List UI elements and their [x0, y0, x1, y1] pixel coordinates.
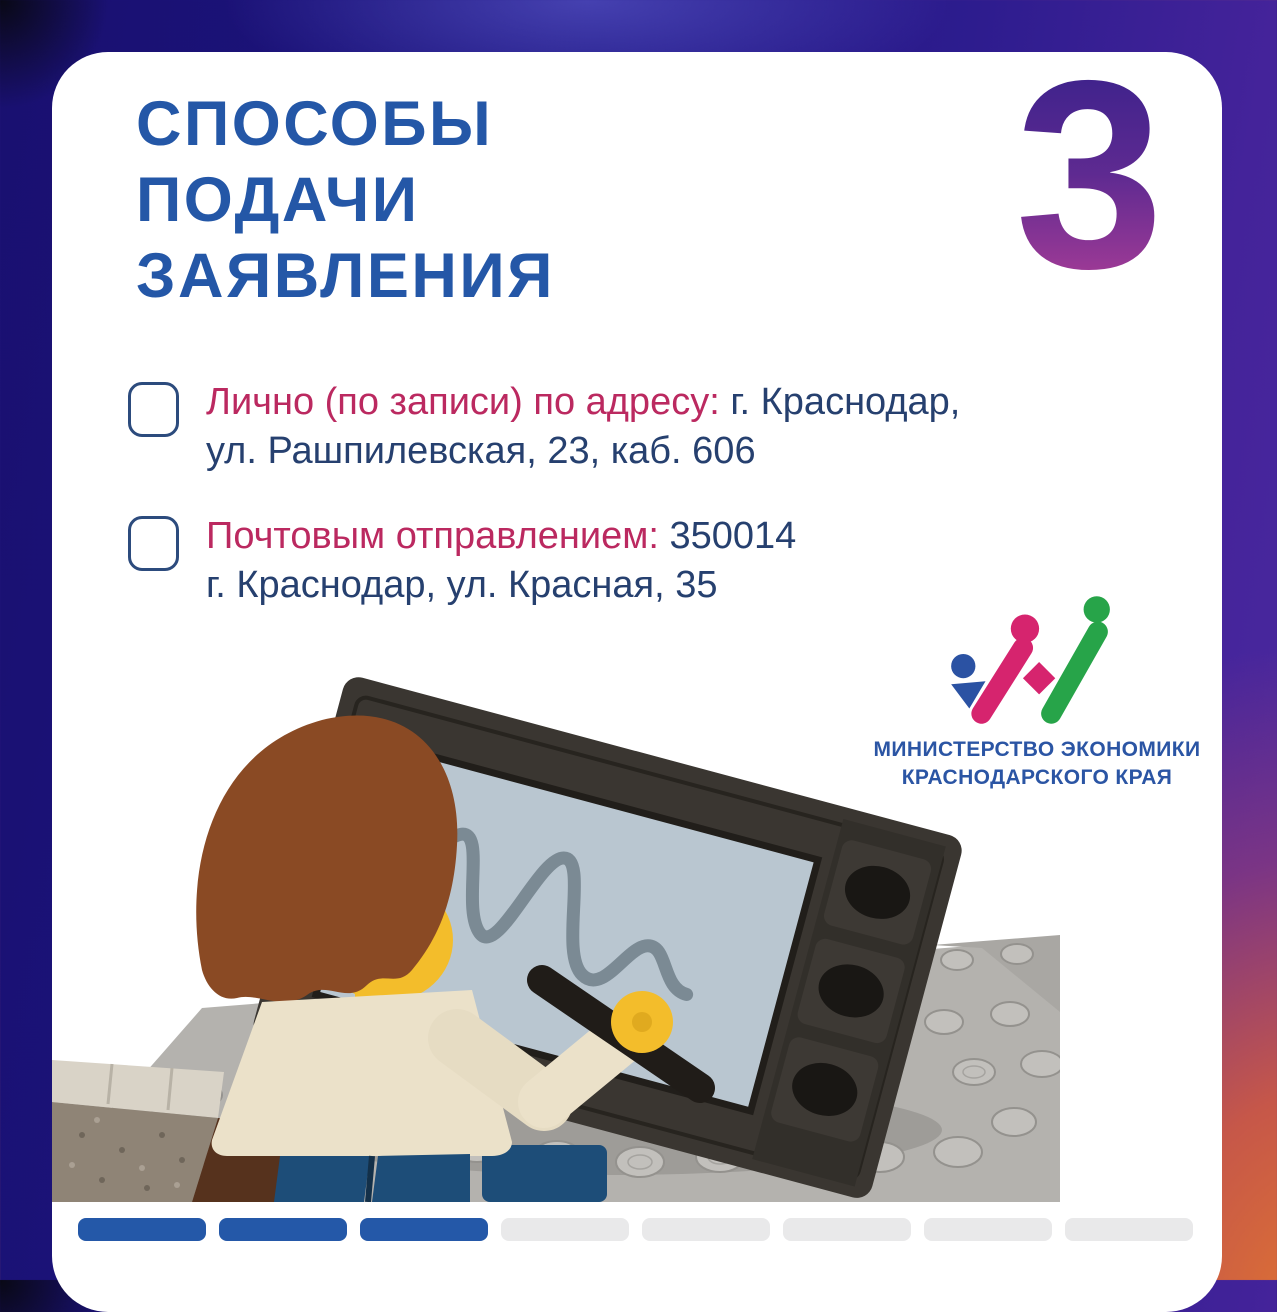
method-label: Лично (по записи) по адресу:: [206, 381, 720, 423]
progress-bar: [78, 1218, 1193, 1241]
lego-photo: [52, 640, 1060, 1202]
progress-segment: [360, 1218, 488, 1241]
progress-segment: [642, 1218, 770, 1241]
method-text: [206, 378, 960, 476]
ministry-name-line2: КРАСНОДАРСКОГО КРАЯ: [901, 766, 1173, 789]
method-value-line2: г. Краснодар, ул. Красная, 35: [206, 564, 718, 606]
minifig-hair: [196, 716, 457, 1002]
title-line-3: ЗАЯВЛЕНИЯ: [136, 241, 555, 311]
progress-segment: [1065, 1218, 1193, 1241]
content-card: [52, 52, 1222, 1312]
method-value-line2: ул. Рашпилевская, 23, каб. 606: [206, 430, 756, 472]
method-value: г. Краснодар,: [730, 381, 961, 423]
progress-segment: [783, 1218, 911, 1241]
method-item-by-mail: [128, 512, 796, 610]
progress-segment: [924, 1218, 1052, 1241]
progress-segment: [501, 1218, 629, 1241]
method-value: 350014: [669, 515, 797, 557]
page-title: [136, 86, 555, 314]
method-label: Почтовым отправлением:: [206, 515, 659, 557]
method-text: [206, 512, 796, 610]
progress-segment: [219, 1218, 347, 1241]
checkbox-icon[interactable]: [128, 516, 179, 571]
slide-number: 3: [1015, 52, 1164, 308]
checkbox-icon[interactable]: [128, 382, 179, 437]
ministry-name-line1: МИНИСТЕРСТВО ЭКОНОМИКИ: [873, 738, 1201, 761]
method-item-in-person: [128, 378, 960, 476]
title-line-2: ПОДАЧИ: [136, 165, 420, 235]
logo-figure-green: [1051, 596, 1110, 713]
progress-segment: [78, 1218, 206, 1241]
title-line-1: СПОСОБЫ: [136, 89, 494, 159]
